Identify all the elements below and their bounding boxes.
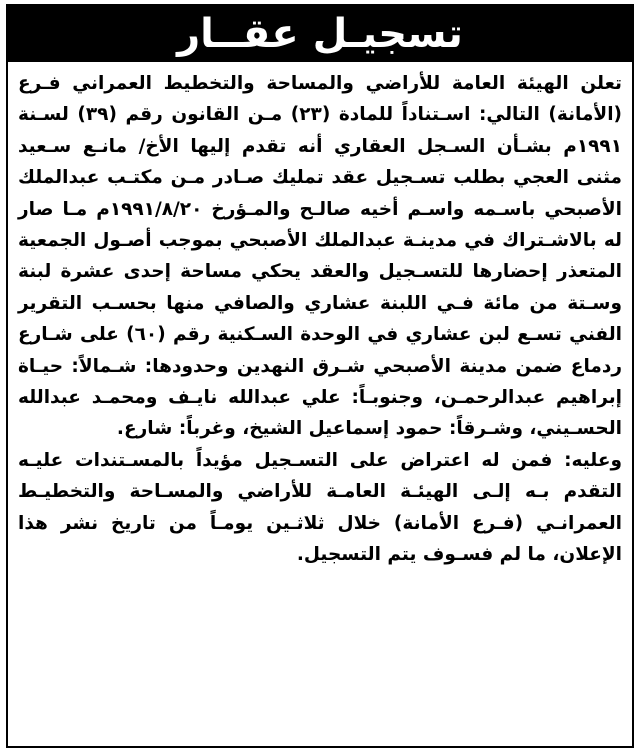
notice-paragraph-objection: وعليه: فمن له اعتراض على التسـجيل مؤيداً بالمسـتندات عليـه التقدم بـه إلـى الهيئـة العامـة للأراضي والمسـاحة والتخطيـط العمرانـي (فـرع الأمانة) خلال ثلاثـين يومـاً من تاريخ نشر هذا الإعلان، ما لم فسـوف يتم التسجيل. xyxy=(18,449,622,566)
notice-paragraph-main: تعلن الهيئة العامة للأراضي والمساحة والتخطيط العمراني فـرع (الأمانة) التالي: اسـتناداً للمادة (٢٣) مـن القانون رقم (٣٩) لسـنة ١٩٩١م بشـأن السـجل العقاري أنه تقدم إليها الأخ/ مانـع سـعيد مثنى العجي بطلب تسـجيل عقد تمليك صـادر مـن مكتـب عبدالملك الأصبحي باسـمه واسـم أخيه صالـح والمـؤرخ ١٩٩١/٨/٢٠م مـا صار له بالاشـتراك في مدينـة عبدالملك الأصبحي بموجب أصـول الجمعية المتعذر إحضارها للتسـجيل والعقد يحكي مساحة إحدى عشرة لبنة وسـتة من مائة فـي اللبنة عشاري والصافي منها بحسـب التقرير الفني تسـع لبن عشاري في الوحدة السـكنية رقم (٦٠) على شـارع ردماع ضمن مدينة الأصبحي شـرق النهدين وحدودها: شـمالاً: حيـاة إبراهيم عبدالرحمـن، وجنوبـاً: علي عبدالله نايـف ومحمـد عبدالله الحسـيني، وشـرقاً: حمود إسماعيل الشيخ، وغرباً: شارع. xyxy=(18,73,622,440)
notice-body xyxy=(8,62,632,571)
real-estate-registration-notice xyxy=(6,4,634,748)
notice-title: تسجيـل عقــار xyxy=(8,6,632,62)
